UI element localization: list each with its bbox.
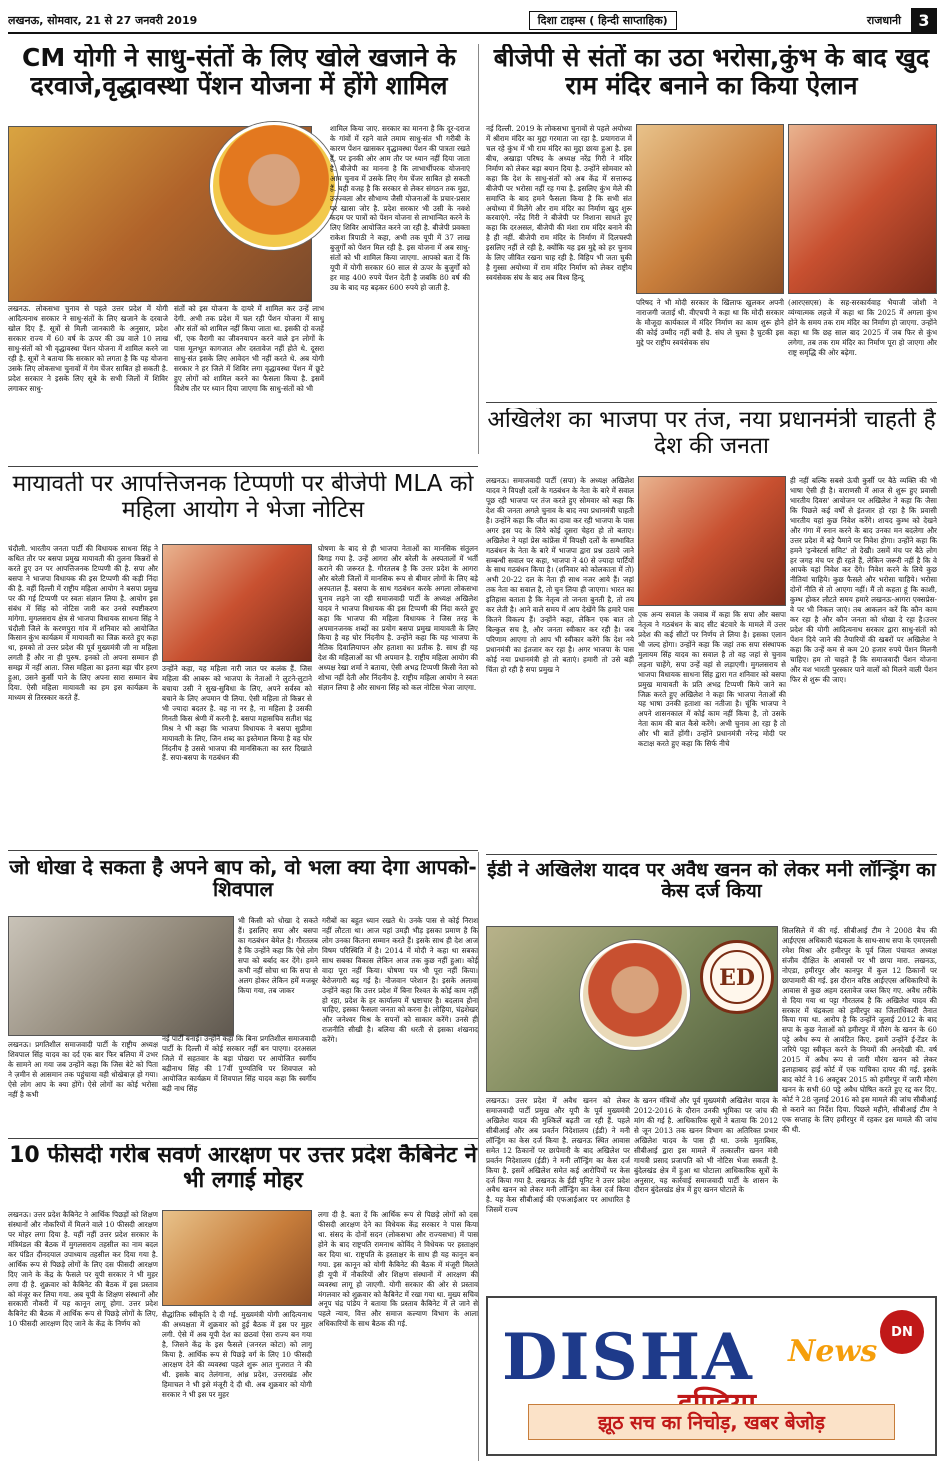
story6-headline: ईडी ने अखिलेश यादव पर अवैध खनन को लेकर मनी लॉन्ड्रिंग का केस दर्ज किया	[487, 860, 936, 903]
page-number: 3	[911, 8, 937, 32]
story2-saint-photo-1	[636, 124, 784, 294]
story1-cm-portrait-photo	[210, 122, 338, 250]
story5-column-b: लखनऊ। प्रगतिशील समाजवादी पार्टी के राष्ट्रीय अध्यक्ष शिवपाल सिंह यादव का दर्द एक बार फिर बलिया में उभर के सामने आ गया जब उन्होंने कहा कि जिस बेटे को पिता ने ज़मीन से आसमान तक पहुंचाया वही धोखेबाज़ हो गया। ऐसे लोग आप के क्या होंगे। ऐसे लोगों का कोई भरोसा नहीं है कभी	[8, 1040, 158, 1099]
story5-column-c: नई पार्टी बनाई। उन्होंने कहा कि बिना प्रगतिशील समाजवादी पार्टी के दिल्ली में कोई सरकार नहीं बन पाएगा। दरअसल जिले में सहतवार के बड़ा पोखरा पर आयोजित स्वर्गीय बद्रीनाथ सिंह की 17वीं पुण्यतिथि पर शिवपाल को आयोजित कार्यक्रम में शिवपाल सिंह यादव कहा कि स्वर्गीय बद्री नाथ सिंह	[162, 1034, 316, 1093]
story2-headline: बीजेपी से संतों का उठा भरोसा,कुंभ के बाद खुद राम मंदिर बनाने का किया ऐलान	[493, 44, 930, 100]
enforcement-directorate-seal-icon	[700, 940, 774, 1014]
story2-column-b: परिषद ने भी मोदी सरकार के खिलाफ खुलकर अपनी नाराजगी जताई थी. वीएचपी ने कहा था कि मोदी सरकार के मौजूदा कार्यकाल में मंदिर निर्माण का काम शुरू होने की कोई उम्मीद नहीं बची है. संघ ले चुका है चुटकी इस मुद्दे पर राष्ट्रीय स्वयंसेवक संघ	[636, 298, 784, 347]
story4-headline: मायावती पर आपत्तिजनक टिप्पणी पर बीजेपी MLA को महिला आयोग ने भेजा नोटिस	[12, 472, 474, 523]
story7-column-b: सैद्धांतिक स्वीकृति दे दी गई. मुख्यमंत्री योगी आदित्यनाथ की अध्यक्षता में शुक्रवार को हुई बैठक में इस पर मुहर लगी. ऐसे में अब यूपी देश का छठवां ऐसा राज्य बन गया है, जिसने केंद्र के इस फैसले (जनरल कोटा) को लागू किया है. आर्थिक रूप से पिछड़े वर्ग के लिए 10 फीसदी आरक्षण देने की व्यवस्था पहले शुरू आत गुजरात ने की थी. इसके बाद तेलंगाना, आंध्र प्रदेश, उत्तराखंड और हिमाचल ने भी इसे मंजूरी दे दी थी. अब शुक्रवार को योगी सरकार ने भी इस पर मुहर	[162, 1310, 312, 1399]
story5-column-d: गरीबों का बहुत ध्यान रखते थे। उनके पास से कोई निराश नहीं लौटता था। आज यहां उमड़ी भीड़ इसका प्रमाण है कि लोग उनका कितना सम्मान करते हैं। इसके साथ ही देश आज विषम परिस्थिति में है। 2014 में मोदी ने कहा था सबका साथ सबका विकास लेकिन आज तक कुछ नहीं हुआ। कोई वादा पूरा नहीं किया। घोषणा पत्र भी पूरा नहीं किया। बेरोजगारी बढ़ गई है। नौजवान परेशान है। इसके अलावा उन्होंने कहा कि उत्तर प्रदेश में बिना रिश्वत के कोई काम नहीं हो रहा, प्रदेश के हर कार्यालय में भ्रष्टाचार है। बदलाव होना चाहिए, इसका फैसला जनता को करना है। लोहिया, चंद्रशेखर और जनेश्वर मिश्र के सपनों को साकार करेंगे। उनसे ही राजनीति सीखी है। बलिया की धरती से इसका शंखनाद करेंगे।	[322, 916, 478, 1045]
story5-headline: जो धोखा दे सकता है अपने बाप को, वो भला क्या देगा आपको- शिवपाल	[9, 856, 477, 902]
story6-column-a: लखनऊ। उत्तर प्रदेश में अवैध खनन को लेकर समाजवादी पार्टी प्रमुख और यूपी के पूर्व मुख्यमंत्री अखिलेश यादव की मुश्किलें बढ़ती जा रही हैं. पहले सीबीआई और अब प्रवर्तन निदेशालय (ईडी) ने मनी लॉन्ड्रिंग का केस दर्ज किया है. लखनऊ स्थित आवास समेत 12 ठिकानों पर छापेमारी के बाद अखिलेश पर प्रवर्तन निदेशालय (ईडी) ने मनी लॉन्ड्रिंग का केस दर्ज किया है. इसमें अखिलेश समेत कई आरोपियों पर केस दर्ज किया गया है. लखनऊ के ईडी यूनिट ने उत्तर प्रदेश अवैध खनन को लेकर मनी लॉन्ड्रिंग का केस दर्ज किया है. यह केस सीबीआई की एफआईआर पर आधारित है जिसमें राज्य	[486, 1096, 630, 1215]
ad-tagline: झूठ सच का निचोड़, खबर बेजोड़	[528, 1404, 895, 1440]
paper-name: दिशा टाइम्स ( हिन्दी साप्ताहिक)	[405, 13, 802, 28]
section-name: राजधानी	[866, 13, 901, 27]
story6-akhilesh-inset-photo	[580, 940, 690, 1050]
story3-column-c: ही नहीं बल्कि सबसे ऊंची कुर्सी पर बैठे व्यक्ति की भी भाषा ऐसी ही है। वाराणसी में आज से शुरू हुए प्रवासी भारतीय दिवस' आयोजन पर अखिलेश ने कहा कि जैसा कि पिछले कई वर्षों से इंतजार हो रहा है कि प्रवासी भारतीय यहां कुछ निवेश करेंगे। शायद कुम्भ को देखने और गंगा में स्नान करने के बाद उनका मन बदलेगा और उत्तर प्रदेश में बड़े पैमाने पर निवेश होगा। उन्होंने कहा कि हमने 'इन्वेस्टर्स समिट' तो देखी। उसमें मंच पर बैठे लोग हर जगह मंच पर ही रहते हैं, लेकिन जरूरी नहीं है कि वे आपके यहां निवेश कर देंगे। निवेश करने के लिये कुछ नीतियां चाहिये। कुछ फैसले और भरोसा चाहिये। भरोसा दोनों नीति से तो आएगा नहीं। मैं तो कहता हूं कि काशी, कुम्भ होकर लौटते समय हमारे लखनऊ-आगरा एक्सप्रेस-वे पर भी निकल जाएं। तब आकलन करें कि कौन काम कर रहा है और कौन जनता को धोखा दे रहा है।उत्तर प्रदेश की योगी आदित्यनाथ सरकार द्वारा साधु-संतों को पेंशन दिये जाने की तैयारियों की खबरों पर अखिलेश ने कहा कि उन्हें कम से कम 20 हजार रुपये पेंशन मिलनी चाहिए। हम तो चाहते हैं कि समाजवादी पेंशन योजना और यश भारती पुरस्कार पाने वालों को मिलने वाली पेंशन फिर से शुरू की जाए।	[790, 476, 937, 684]
ad-brand-name: DISHA	[502, 1320, 754, 1395]
story4-column-a: चंदौली. भारतीय जनता पार्टी की विधायक साधना सिंह ने कथित तौर पर बसपा प्रमुख मायावती की तुलना किन्नरों से करते हुए उन पर आपत्तिजनक टिप्पणी की है. सपा और बसपा ने भाजपा विधायक की इस टिप्पणी की कड़ी निंदा की है. वहीं दिल्ली में राष्ट्रीय महिला आयोग ने बसपा प्रमुख पर की गई टिप्पणी पर स्वतः संज्ञान लिया है. आयोग इस संबंध में सिंह को नोटिस जारी कर उनसे स्पष्टीकरण मांगेगा. मुगलसराय क्षेत्र से भाजपा विधायक साधना सिंह ने चंदौली जिले के करणपुरा गांव में शनिवार को आयोजित किसान कुंभ कार्यक्रम में मायावती का जिक्र करते हुए कहा था, हमको तो उत्तर प्रदेश की पूर्व मुख्यमंत्री जी ना महिला लगती हैं और ना ही पुरुष. इनको तो अपना सम्मान ही समझ में नहीं आता. जिस महिला का इतना बड़ा चीर हरण हुआ, उसने कुर्सी पाने के लिए अपना सारा सम्मान बेच दिया. ऐसी महिला मायावती का हम इस कार्यक्रम के माध्यम से तिरस्कार करते हैं.	[8, 544, 158, 703]
story3-column-b: एक अन्य सवाल के जवाब में कहा कि सपा और बसपा नेतृत्व ने गठबंधन के बाद सीट बंटवारे के मामले में उत्तर प्रदेश की कई सीटों पर निर्णय ले लिया है। इसका एलान भी जल्द होगा। उन्होंने कहा कि जहां तक सपा संस्थापक मुलायम सिंह यादव का सवाल है तो वह जहां से चुनाव लड़ना चाहेंगे, सपा उन्हें वहां से लड़ाएगी। मुगलसराय से भाजपा विधायक साधना सिंह द्वारा गत शनिवार को बसपा प्रमुख मायावती के प्रति अभद्र टिप्पणी किये जाने का जिक्र करते हुए अखिलेश ने कहा कि भाजपा नेताओं की यह भाषा उनकी हताशा का नतीजा है। चूंकि भाजपा ने अपने शासनकाल में कोई काम नहीं किया है, तो उसके नेता काम की बात कैसे करेंगे। अभी चुनाव आ रहा है तो और भी बातें होंगी। उन्होंने प्रधानमंत्री नरेन्द्र मोदी पर कटाक्ष करते हुए कहा कि सिर्फ नीचे	[638, 610, 786, 749]
disha-news-advertisement	[486, 1296, 937, 1456]
issue-date: लखनऊ, सोमवार, 21 से 27 जनवरी 2019	[8, 13, 198, 27]
story2-saint-photo-2	[788, 124, 937, 294]
story4-mla-photo	[162, 544, 312, 662]
story4-column-b: उन्होंने कहा, यह महिला नारी जात पर कलंक हैं. जिस महिला की आबरू को भाजपा के नेताओं ने लुटने-लुटाने बचाया उसी ने सुख-सुविधा के लिए, अपने सर्वस्व को बचाने के लिए अपमान पी लिया. ऐसी महिला तो किन्नर से भी ज्यादा बदतर है. वह ना नर है, ना महिला है उसकी गिनती किस श्रेणी में करनी है. बसपा महासचिव सतीश चंद्र मिश्र ने भी कहा कि भाजपा विधायक ने बसपा सुप्रीमा मायावती के लिए, जिन शब्द का इस्तेमाल किया है वह घोर निंदनीय है उससे भाजपा की मानसिकता का स्तर दिखाते हैं. सपा-बसपा के गठबंधन की	[162, 664, 312, 763]
story3-column-a: लखनऊ। समाजवादी पार्टी (सपा) के अध्यक्ष अखिलेश यादव ने विपक्षी दलों के गठबंधन के नेता के बारे में सवाल पूछ रही भाजपा पर तंज करते हुए सोमवार को कहा कि देश की जनता अगले चुनाव के बाद नया प्रधानमंत्री चाहती है। उन्होंने कहा कि जीत का दावा कर रही भाजपा के पास अगर इस पद के लिये कोई दूसरा चेहरा हो तो बताए। अखिलेश ने यहां प्रेस कांफ्रेंस में विपक्षी दलों के सम्भावित गठबंधन के नेता के बारे में भाजपा द्वारा प्रश्न उठाये जाने सम्बन्धी सवाल पर कहा, भाजपा ने 40 से ज्यादा पार्टियों के साथ गठबंधन किया है। (शनिवार को कोलकाता में तो) अभी 20-22 दल के नेता ही साथ नजर आये हैं। जहां तक नेता का सवाल है, तो चुन लिया ही जाएगा। भारत का इतिहास बताता है कि नेतृत्व तो जनता बुनती है, तो तय कर लेती है। आने वाले समय में आप देखेंगे कि हमारे पास कितने विकल्प हैं। उन्होंने कहा, लेकिन एक बात तो बिल्कुल सच है, और जनता स्वीकार कर रही है। जब परिणाम आएगा तो आप भी स्वीकार करेंगे कि देश नये प्रधानमंत्री का इंतजार कर रहा है। अगर भाजपा के पास कोई नया प्रधानमंत्री हो तो बताएं। हमारी तो उसे बड़ी चिंता हो रही है सपा प्रमुख ने	[486, 476, 634, 674]
story1-column-b: संतों को इस योजना के दायरे में शामिल कर उन्हें लाभ देगी. अभी तक प्रदेश में चल रही पेंशन योजना में साधु और संतों को शामिल नहीं किया जाता था. इसकी दो वजहें थीं, एक वैरागी का जीवनयापन करने वाले इन लोगों के पास मूलभूत कागजात और दस्तावेज नहीं होते थे. दूसरा साधु-संत इसके लिए आवेदन भी नहीं करते थे. अब योगी सरकार ने हर जिले में शिविर लगा वृद्धावस्था पेंशन में छूटे हुए लोगों को शामिल करने का फैसला किया है. इसमें विशेष तौर पर ध्यान दिया जाएगा कि साधु-संतों को भी	[174, 304, 324, 393]
story2-column-a: नई दिल्ली. 2019 के लोकसभा चुनावों से पहले अयोध्या में श्रीराम मंदिर का मुद्दा गरमाता जा रहा है. प्रयागराज में चल रहे कुंभ में भी राम मंदिर का मुद्दा छाया हुआ है. इस बीच, अखाड़ा परिषद के अध्यक्ष नरेंद्र गिरी ने मंदिर निर्माण को लेकर बड़ा बयान दिया है. उन्होंने सोमवार को कहा कि देश के साधु-संतों को अब केंद्र में सत्तारूढ़ बीजेपी पर भरोसा नहीं रह गया है. इसलिए कुंभ मेले की समाप्ति के बाद हमने फैसला किया है कि सभी संत अयोध्या में मिलेंगे और राम मंदिर का निर्माण खुद शुरू करवाएंगे. नरेंद्र गिरी ने बीजेपी पर निशाना साधते हुए कहा कि दरअसल, बीजेपी की मंशा राम मंदिर बनाने की है ही नहीं. बीजेपी राम मंदिर के निर्माण में दिलचस्पी इसलिए नहीं ले रही है, क्योंकि यह इस मुद्दे को हर चुनाव के लिए जीवित रखना चाह रही है. विहिप भी जता चुकी है गुस्सा अयोध्या में राम मंदिर निर्माण को लेकर राष्ट्रीय स्वयंसेवक संघ के बाद अब विश्व हिन्दू	[486, 124, 632, 283]
ad-brand-news: News	[788, 1334, 878, 1369]
svg-text:ED: ED	[719, 965, 755, 991]
story1-headline: CM योगी ने साधु-संतों के लिए खोले खजाने के दरवाजे,वृद्धावस्था पेंशन योजना में होंगे शामिल	[22, 44, 456, 100]
disha-news-logo-icon: DN	[880, 1310, 924, 1354]
story3-akhilesh-photo	[638, 476, 786, 606]
story5-column-a: भी किसी को धोखा दे सकते हैं। इसलिए सपा और बसपा का गठबंधन बेमेल है। गौरतलब है कि उन्होंने कहा कि ऐसे लोग सपा को बर्बाद कर देंगे। हमने कभी नहीं सोचा था कि सपा से अलग होकर लेकिन हमें मजबूर किया गया, तब जाकर	[238, 916, 318, 995]
story7-column-c: लगा दी है. बता दें कि आर्थिक रूप से पिछड़े लोगों को दस फीसदी आरक्षण देने का विधेयक केंद्र सरकार ने पास किया था. संसद के दोनों सदन (लोकसभा और राज्यसभा) में पास होने के बाद राष्ट्रपति रामनाथ कोविंद ने विधेयक पर हस्ताक्षर कर दिया था. राष्ट्रपति के हस्ताक्षर के साथ ही यह कानून बन गया. इस कानून को योगी कैबिनेट की बैठक में मंजूरी मिलते ही यूपी में नौकरियों और शिक्षण संस्थानों में आरक्षण की व्यवस्था लागू हो जाएगी. योगी सरकार की ओर से प्रस्ताव मंगलवार को शुक्रवार को कैबिनेट में रखा गया था. मुख्य सचिव अनूप चंद्र पांडेय ने बताया कि प्रस्ताव कैबिनेट में ले जाने से पहले न्याय, वित्त और समाज कल्याण विभाग के आला अधिकारियों के साथ बैठक की गई.	[318, 1210, 478, 1329]
story7-headline: 10 फीसदी गरीब सवर्ण आरक्षण पर उत्तर प्रदेश कैबिनेट ने भी लगाई मोहर	[9, 1144, 477, 1193]
story7-cabinet-photo	[162, 1210, 312, 1306]
story3-headline: अखिलेश का भाजपा पर तंज, नया प्रधानमंत्री चाहती है देश की जनता	[487, 408, 936, 459]
story6-column-c: सिलसिले में की गई. सीबीआई टीम ने 2008 बैच की आईएएस अधिकारी चंद्रकला के साथ-साथ सपा के एमएलसी रमेश मिश्रा और हमीरपुर के पूर्व जिला पंचायत अध्यक्ष संजीव दीक्षित के आवासों पर भी छापा मारा. लखनऊ, नोएडा, हमीरपुर और कानपुर में कुल 12 ठिकानों पर छापामारी की गई. इस दौरान वरिष्ठ आईएएस अधिकारियों के आवास से कुछ अहम दस्तावेज जब्त किए गए. अवैध तरीके से दिया गया था पट्टा गौरतलब है कि अखिलेश यादव की सरकार में चंद्रकला को हमीरपुर का जिलाधिकारी तैनात किया गया था. आरोप है कि उन्होंने जुलाई 2012 के बाद सपा के कुछ नेताओं को हमीरपुर में मौरंग के खनन के 60 पट्टे अवैध रूप से आवंटित किए. इसमें उन्होंने ई-टेंडर के जरिये पट्टा स्वीकृत करने के नियमों की अनदेखी की. वर्ष 2015 में अवैध रूप से जारी मौरंग खनन को लेकर इलाहाबाद हाई कोर्ट में एक याचिका दायर की गई. इसके बाद कोर्ट ने 16 अक्टूबर 2015 को हमीरपुर में जारी मौरंग खनन के सभी 60 पट्टे अवैध घोषित करते हुए रद्द कर दिए. कोर्ट ने 28 जुलाई 2016 को इस मामले की जांच सीबीआई से कराने का निर्देश दिया. पिछले महीने, सीबीआई टीम ने एक सप्ताह के लिए हमीरपुर में रहकर इस मामले की जांच की थी.	[782, 926, 937, 1134]
story1-column-a: लखनऊ. लोकसभा चुनाव से पहले उत्तर प्रदेश में योगी आदित्यनाथ सरकार ने साधु-संतों के लिए खजाने के दरवाजे खोल दिए हैं. सूत्रों से मिली जानकारी के अनुसार, प्रदेश सरकार राज्य में 60 वर्ष के ऊपर की उम्र वाले 10 लाख साधु-संतों को भी वृद्धावस्था पेंशन योजना में शामिल करने जा रही है. सूत्रों ने बताया कि सरकार को लगता है कि यह योजना उसके लिए लोकसभा चुनावों में गेम चेंजर साबित हो सकती है. प्रदेश सरकार ने इसके लिए सूबे के सभी जिलों में शिविर लगाकर साधु-	[8, 304, 168, 393]
story4-column-c: घोषणा के बाद से ही भाजपा नेताओं का मानसिक संतुलन बिगड़ गया है. उन्हें आगरा और बरेली के अस्पतालों में भर्ती कराने की जरूरत है. गौरतलब है कि उत्तर प्रदेश के आगरा और बरेली जिलों में मानसिक रूप से बीमार लोगों के लिए बड़े अस्पताल हैं. बसपा के साथ गठबंधन करके अगला लोकसभा चुनाव लड़ने जा रही समाजवादी पार्टी के अध्यक्ष अखिलेश यादव ने भाजपा विधायक की इस टिप्पणी की निंदा करते हुए कहा कि भाजपा की महिला विधायक ने जिस तरह के अपमानजनक शब्दों का प्रयोग बसपा प्रमुख मायावती के लिए किया है वह घोर निंदनीय है. उन्होंने कहा कि यह भाजपा के नैतिक दिवालियापन और हताशा का प्रतीक है. साथ ही यह देश की महिलाओं का भी अपमान है. राष्ट्रीय महिला आयोग की अध्यक्ष रेखा शर्मा ने बताया, ऐसी अभद्र टिप्पणी किसी नेता को शोभा नहीं देती और निंदनीय है. राष्ट्रीय महिला आयोग ने स्वतः संज्ञान लिया है और साधना सिंह को कल नोटिस भेजा जाएगा.	[318, 544, 478, 693]
story6-column-b: के खनन मंत्रियों और पूर्व मुख्यमंत्री अखिलेश यादव के 2012-2016 के दौरान उनकी भूमिका पर जांच की मांग की गई है. आधिकारिक सूत्रों ने बताया कि 2012 से जून 2013 तक खनन विभाग का अतिरिक्त प्रभार अखिलेश यादव के पास ही था. उनके मुताबिक, सीबीआई द्वारा इस मामले में तत्कालीन खनन मंत्री गायत्री प्रसाद प्रजापति को भी नोटिस भेजा सकती है. बुंदेलखंड क्षेत्र में हुआ था घोटाला आधिकारिक सूत्रों के अनुसार, यह कार्रवाई समाजवादी पार्टी के शासन के दौरान बुंदेलखंड क्षेत्र में हुए खनन घोटाले के	[634, 1096, 778, 1195]
story2-column-c: (आरएसएस) के सह-सरकार्यवाह भैयाजी जोशी ने व्यंग्यात्मक लहजे में कहा था कि 2025 में अगला कुंभ होने के समय तक राम मंदिर का निर्माण हो जाएगा. उन्होंने कहा था कि छह साल बाद 2025 में जब फिर से कुंभ लगेगा, तब तक राम मंदिर का निर्माण पूरा हो जाएगा और राष्ट्र समृद्धि की ओर बढ़ेगा.	[788, 298, 937, 357]
story1-column-top: शामिल किया जाए. सरकार का मानना है कि दूर-दराज के गांवों में रहने वाले तमाम साधु-संत भी गरीबी के कारण पेंशन खासकर वृद्धावस्था पेंशन की पात्रता रखते हैं, पर इनकी ओर आम तौर पर ध्यान नहीं दिया जाता है. बीजेपी का मानना है कि लाभार्थीपरक योजनाएं आम चुनाव में उसके लिए गेम चेंजर साबित हो सकती हैं. यही वजह है कि सरकार से लेकर संगठन तक मुद्रा, उज्ज्वला और सौभाग्य जैसी योजनाओं के प्रचार-प्रसार पर खासा जोर है. प्रदेश सरकार भी उसी के नक्शे कदम पर पात्रों को पेंशन योजना से लाभान्वित करने के लिए शिविर आयोजित करने जा रही है. बीजेपी प्रवक्ता राकेश त्रिपाठी ने कहा, अभी तक यूपी में 37 लाख बुजुर्गों को पेंशन मिल रही है. इस योजना में अब साधु-संतों को भी शामिल किया जाएगा. आपको बता दें कि यूपी में योगी सरकार 60 साल से ऊपर के बुजुर्गों को हर माह 400 रुपये पेंशन देती है जबकि 80 वर्ष की उम्र के बाद यह बढ़कर 600 रुपये हो जाती है.	[330, 124, 470, 292]
story7-column-a: लखनऊ। उत्तर प्रदेश कैबिनेट ने आर्थिक पिछड़ों को शिक्षण संस्थानों और नौकरियों में मिलने वाले 10 फीसदी आरक्षण पर मोहर लगा दिया है. यहीं नहीं उत्तर प्रदेश सरकार के मंत्रिमंडल की बैठक में मुगलसराय तहसील का नाम बदल कर पंडित दीनदयाल उपाध्याय तहसील कर दिया गया है. आर्थिक रूप से पिछड़े लोगों के लिए दस फीसदी आरक्षण दिए जाने के केंद्र के फैसले पर यूपी सरकार ने भी मुहर लगा दी है. शुक्रवार को कैबिनेट की बैठक में इस प्रस्ताव को मंजूर कर लिया गया. अब यूपी के शिक्षण संस्थानों और सरकारी नौकरी में यह कानून लागू होगा. उत्तर प्रदेश कैबिनेट की बैठक में आर्थिक रूप से पिछड़े लोगों के लिए, 10 फीसदी आरक्षण दिए जाने के केंद्र के निर्णय को	[8, 1210, 158, 1329]
page-masthead	[8, 8, 937, 34]
story5-shivpal-photo	[8, 916, 234, 1036]
